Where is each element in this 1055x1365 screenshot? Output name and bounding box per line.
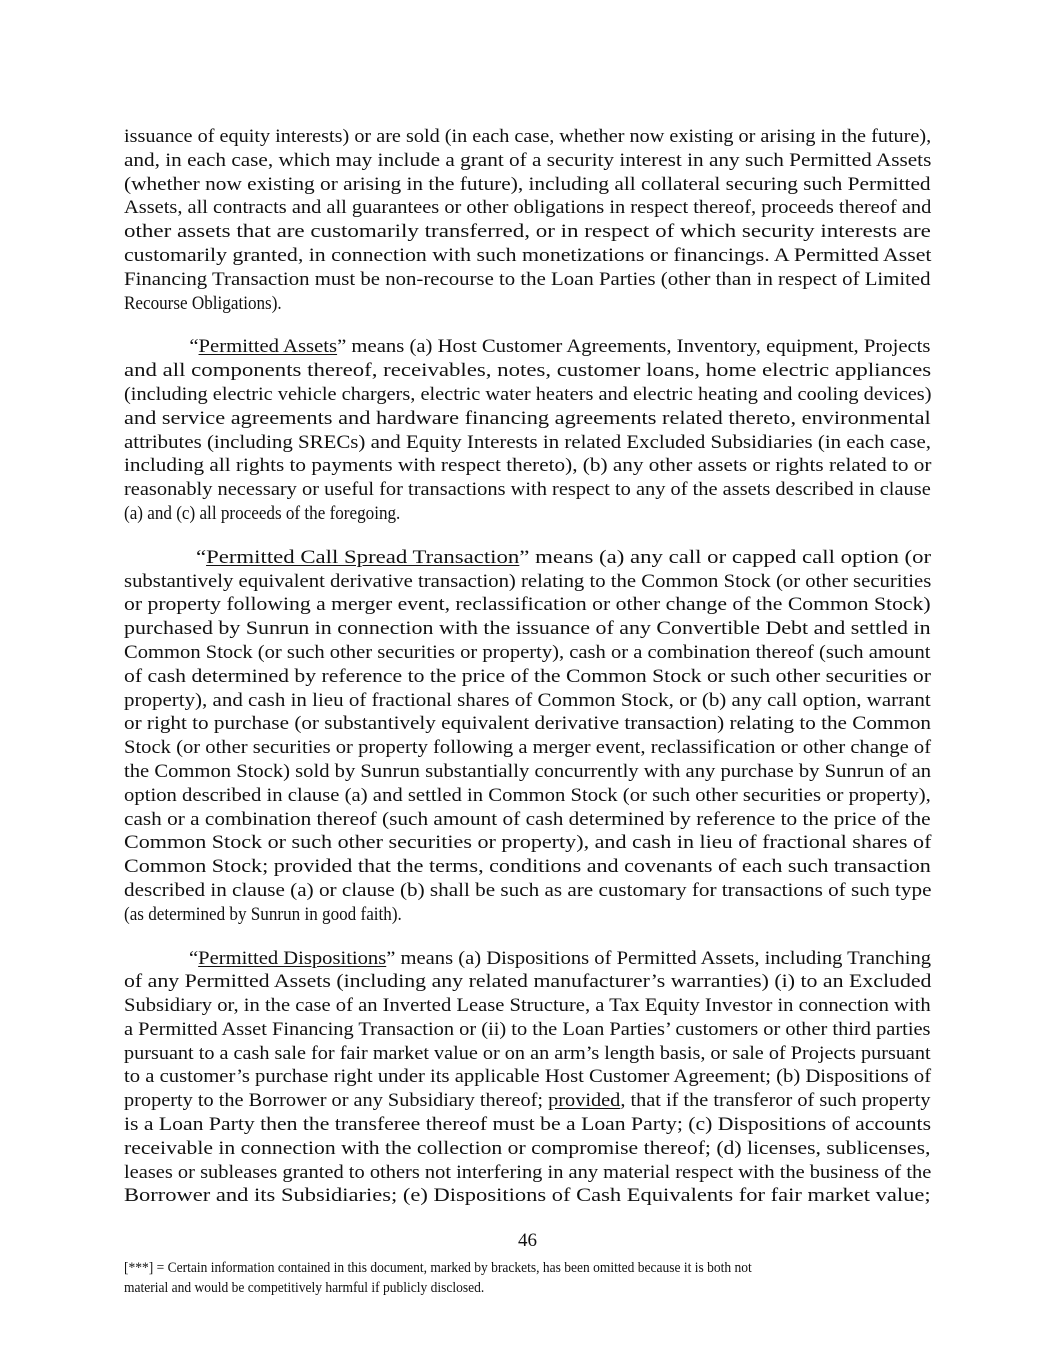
text-line: a Permitted Asset Financing Transaction or (ii) to the Loan Parties’ customers or other third parties (124, 1018, 931, 1040)
text-segment: property to the Borrower or any Subsidiary thereof; (124, 1090, 549, 1112)
text-line: or property following a merger event, reclassification or other change of the Common Stock) (124, 594, 931, 616)
text-line: or right to purchase (or substantively equivalent derivative transaction) relating to the Common (124, 713, 931, 735)
text-line: option described in clause (a) and settled in Common Stock (or such other securities or property), (124, 784, 931, 806)
text-line: Borrower and its Subsidiaries; (e) Dispositions of Cash Equivalents for fair market value; (124, 1185, 931, 1207)
paragraph-continuation (124, 125, 931, 315)
text-line: including all rights to payments with respect thereto), (b) any other assets or rights related to or (124, 455, 932, 477)
text-line: and service agreements and hardware financing agreements related thereto, environmental (124, 407, 931, 429)
text-line (124, 546, 931, 570)
text-line: cash or a combination thereof (such amount of cash determined by reference to the price of the (124, 808, 931, 830)
definition-permitted-dispositions (124, 947, 931, 1209)
text-line: and all components thereof, receivables, notes, customer loans, home electric appliances (124, 360, 932, 382)
text-line: customarily granted, in connection with such monetizations or financings. A Permitted Asset (124, 244, 932, 266)
definition-text: ” means (a) any call or capped call option (or (519, 546, 932, 568)
text-line (124, 1089, 931, 1113)
text-line: (whether now existing or arising in the future), including all collateral securing such Permitted (124, 173, 931, 195)
text-line: attributes (including SRECs) and Equity Interests in related Excluded Subsidiaries (in each case, (124, 431, 931, 453)
text-line: Subsidiary or, in the case of an Inverted Lease Structure, a Tax Equity Investor in connection with (124, 995, 931, 1017)
text-line: the Common Stock) sold by Sunrun substantially concurrently with any purchase by Sunrun of an (124, 760, 932, 782)
text-line: (as determined by Sunrun in good faith). (124, 903, 402, 925)
text-line: pursuant to a cash sale for fair market value or on an arm’s length basis, or sale of Projects pursuant (124, 1042, 931, 1064)
open-quote: “ (189, 336, 199, 358)
text-line: Common Stock; provided that the terms, conditions and covenants of each such transaction (124, 856, 931, 878)
text-line: described in clause (a) or clause (b) shall be such as are customary for transactions of such type (124, 879, 932, 901)
definition-text: ” means (a) Dispositions of Permitted Assets, including Tranching (386, 947, 932, 969)
text-line: of cash determined by reference to the price of the Common Stock or such other securities or (124, 665, 931, 687)
text-line: leases or subleases granted to others not interfering in any material respect with the business of the (124, 1161, 932, 1183)
text-line: of any Permitted Assets (including any related manufacturer’s warranties) (i) to an Excluded (124, 971, 932, 993)
text-line: Financing Transaction must be non-recourse to the Loan Parties (other than in respect of Limited (124, 268, 931, 290)
open-quote: “ (188, 947, 199, 969)
text-line: other assets that are customarily transferred, or in respect of which security interests are (124, 221, 931, 243)
text-segment: , that if the transferor of such property (620, 1090, 931, 1112)
defined-term: Permitted Call Spread Transaction (206, 546, 520, 568)
defined-term: Permitted Assets (198, 336, 338, 358)
text-line: receivable in connection with the collection or compromise thereof; (d) licenses, sublicenses, (124, 1137, 931, 1159)
defined-term: Permitted Dispositions (198, 947, 387, 969)
text-line: Stock (or other securities or property following a merger event, reclassification or other change of (124, 737, 932, 759)
text-line: purchased by Sunrun in connection with the issuance of any Convertible Debt and settled in (124, 618, 931, 640)
text-line: property), and cash in lieu of fractional shares of Common Stock, or (b) any call option, warrant (124, 689, 931, 711)
footnote-line: material and would be competitively harmful if publicly disclosed. (124, 1280, 485, 1296)
text-line: Common Stock or such other securities or property), and cash in lieu of fractional shares of (124, 832, 932, 854)
open-quote: “ (195, 546, 207, 568)
text-line: to a customer’s purchase right under its applicable Host Customer Agreement; (b) Dispositions of (124, 1066, 932, 1088)
text-line (124, 947, 931, 971)
body-text (124, 125, 931, 1228)
page-number: 46 (518, 1230, 537, 1251)
text-line: issuance of equity interests) or are sold (in each case, whether now existing or arising in the future), (124, 126, 932, 147)
definition-permitted-call-spread-transaction (124, 546, 931, 927)
text-line: and, in each case, which may include a grant of a security interest in any such Permitted Assets (124, 149, 932, 171)
text-line: reasonably necessary or useful for transactions with respect to any of the assets described in clause (124, 479, 931, 501)
text-line: Common Stock (or such other securities or property), cash or a combination thereof (such amount (124, 641, 931, 663)
text-line: is a Loan Party then the transferee thereof must be a Loan Party; (c) Dispositions of accounts (124, 1114, 932, 1136)
text-line: (including electric vehicle chargers, electric water heaters and electric heating and cooling devices) (124, 383, 932, 405)
text-line: Assets, all contracts and all guarantees or other obligations in respect thereof, proceeds thereof and (124, 197, 932, 219)
text-line (124, 335, 931, 359)
redaction-footnote (124, 1258, 931, 1298)
text-line: Recourse Obligations). (124, 292, 282, 314)
definition-text: ” means (a) Host Customer Agreements, Inventory, equipment, Projects (337, 336, 931, 358)
text-line: (a) and (c) all proceeds of the foregoing. (124, 502, 401, 524)
definition-permitted-assets (124, 335, 931, 525)
text-line: substantively equivalent derivative transaction) relating to the Common Stock (or other securities (124, 570, 932, 592)
footnote-line: [***] = Certain information contained in this document, marked by brackets, has been omitted because it is both not (124, 1260, 752, 1276)
provided-term: provided (548, 1090, 621, 1112)
